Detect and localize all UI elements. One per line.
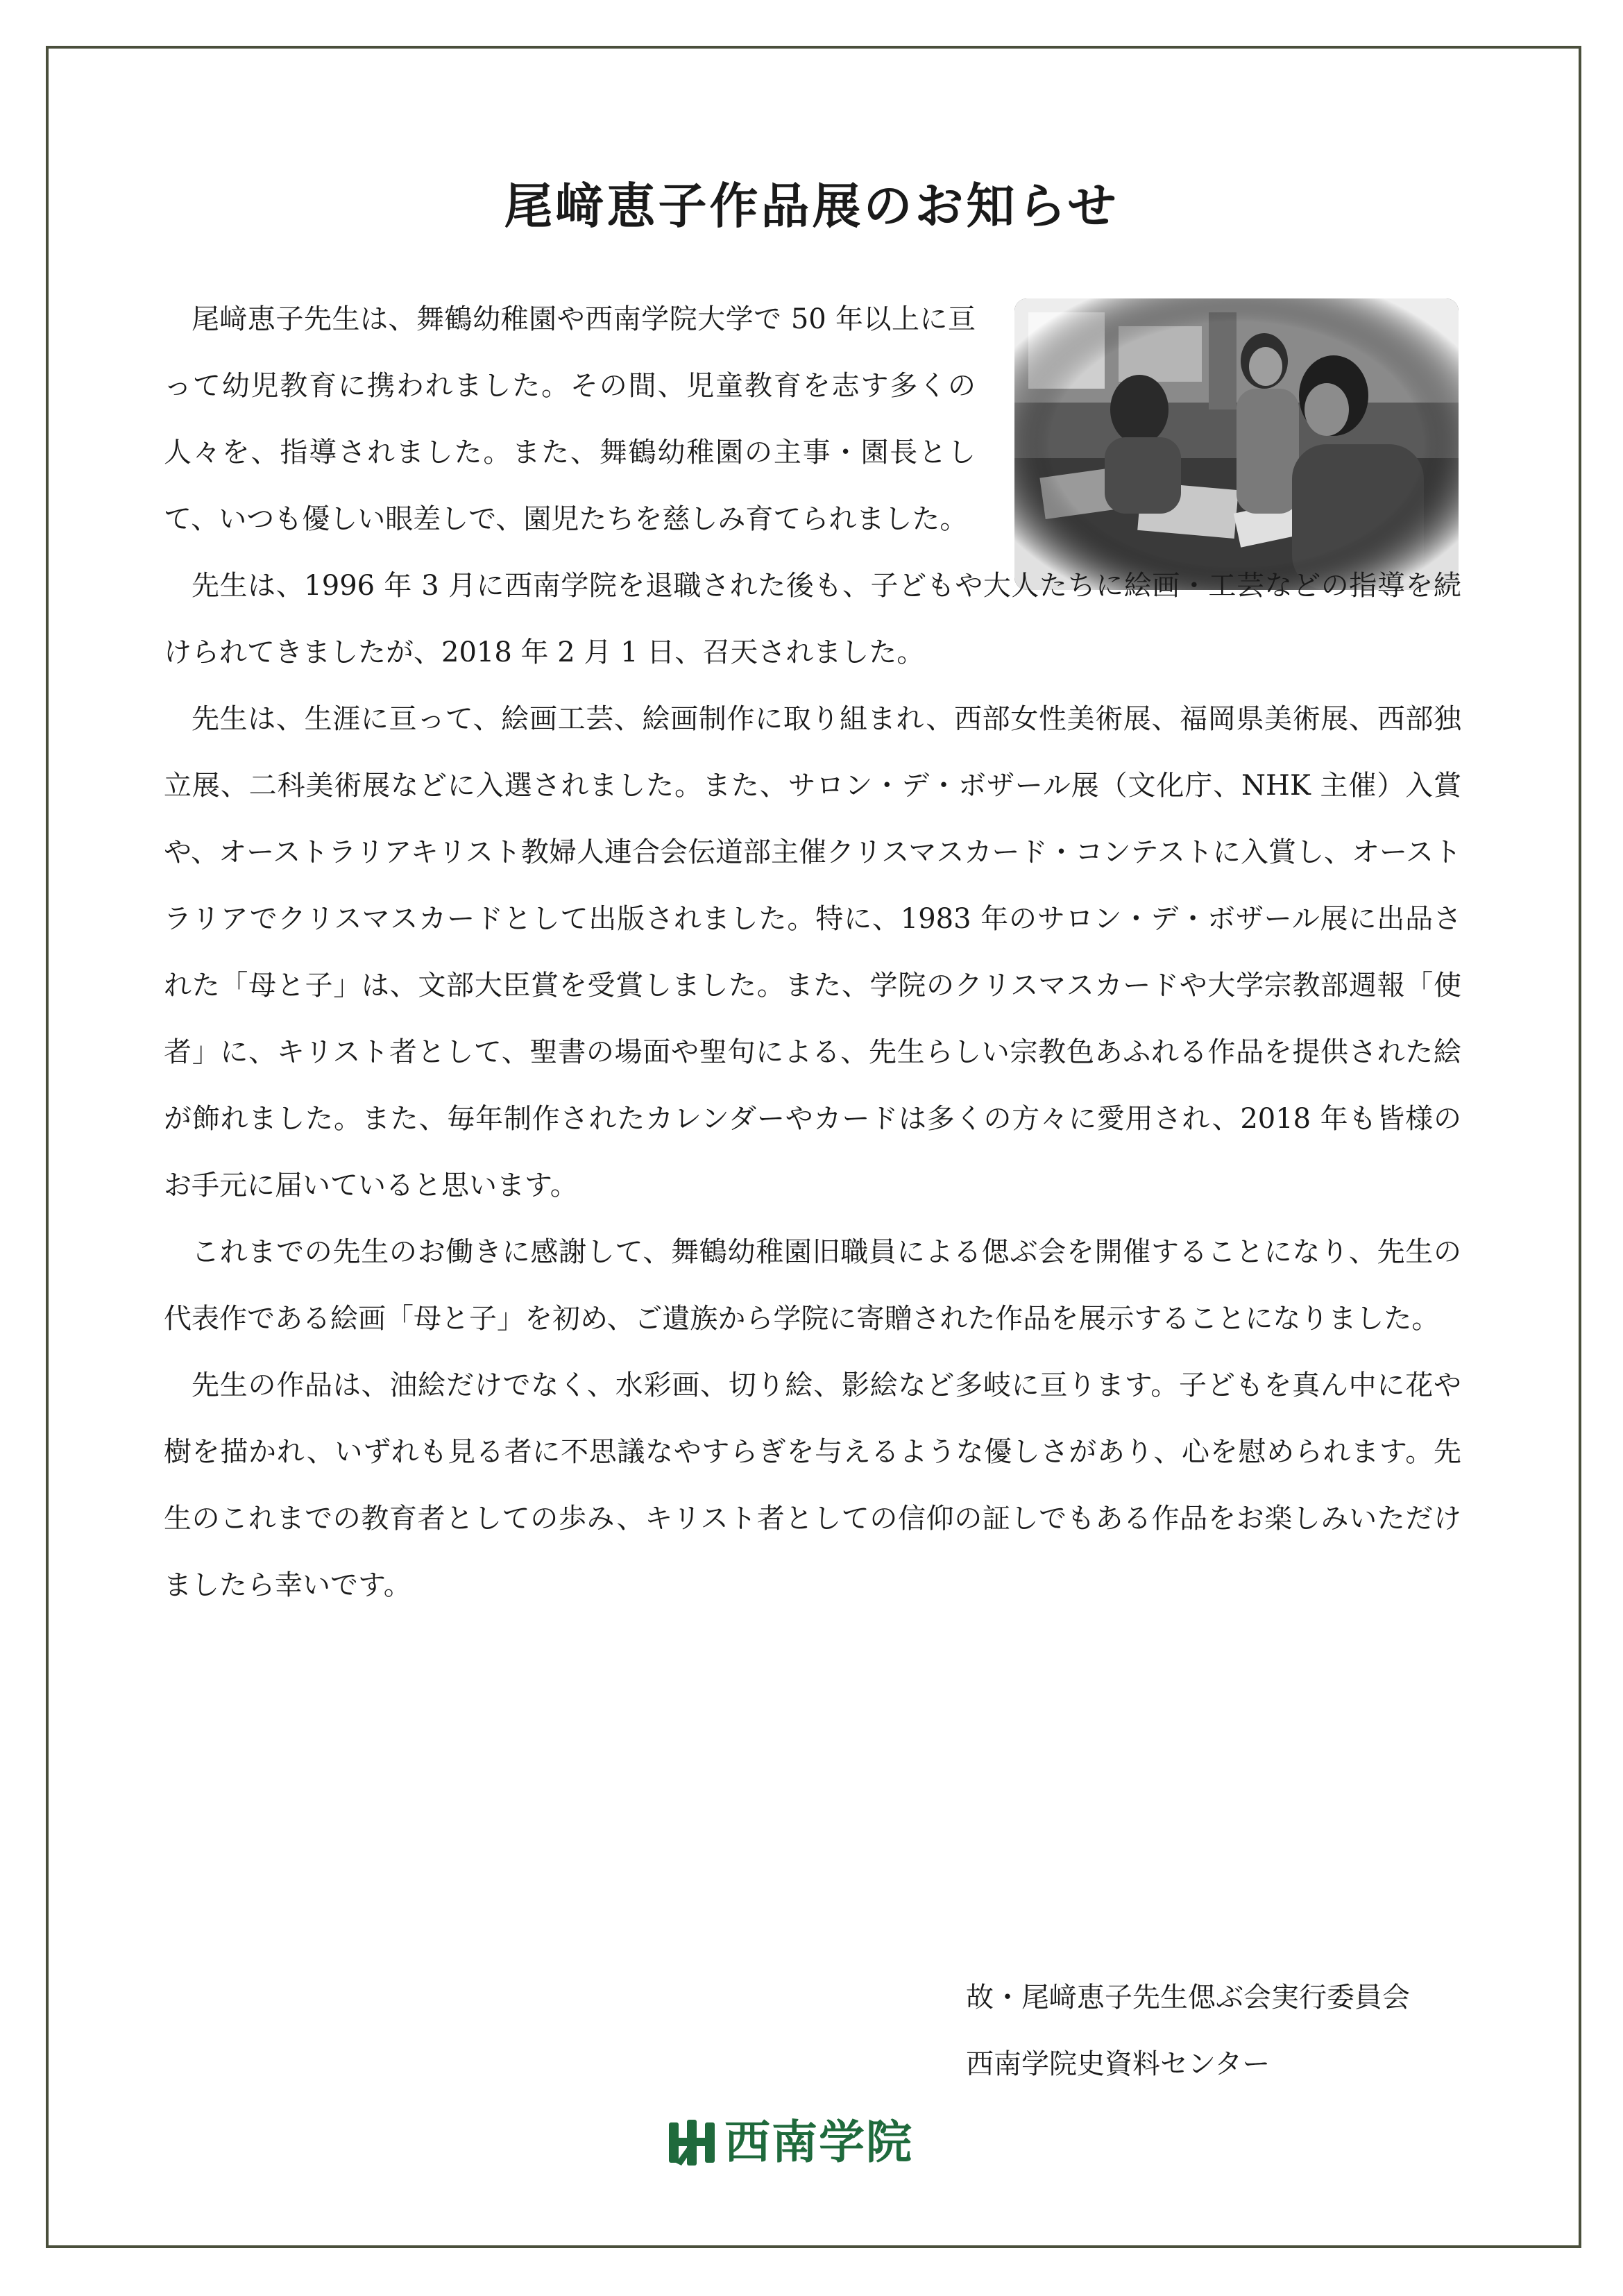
paragraph-retirement: 先生は、1996 年 3 月に西南学院を退職された後も、子どもや大人たちに絵画・工芸などの指導を続けられてきましたが、2018 年 2 月 1 日、召天されました。: [164, 570, 1461, 668]
notice-body: [164, 286, 1461, 1619]
paragraph-exhibition: これまでの先生のお働きに感謝して、舞鶴幼稚園旧職員による偲ぶ会を開催することになり、先生の代表作である絵画「母と子」を初め、ご遺族から学院に寄贈された作品を展示することになりました。: [164, 1236, 1461, 1335]
paragraph-awards: 先生は、生涯に亘って、絵画工芸、絵画制作に取り組まれ、西部女性美術展、福岡県美術展、西部独立展、二科美術展などに入選されました。また、サロン・デ・ボザール展（文化庁、NHK 主催）入賞や、オーストラリアキリスト教婦人連合会伝道部主催クリスマスカード・コンテストに入賞し、オーストラリアでクリスマスカードとして出版されました。特に、1983 年のサロン・デ・ボザール展に出品された「母と子」は、文部大臣賞を受賞しました。また、学院のクリスマスカードや大学宗教部週報「使者」に、キリスト者として、聖書の場面や聖句による、先生らしい宗教色あふれる作品を提供された絵が飾れました。また、毎年制作されたカレンダーやカードは多くの方々に愛用され、2018 年も皆様のお手元に届いていると思います。: [164, 703, 1461, 1201]
seinan-gakuin-logo: [666, 2117, 913, 2168]
signature-block: [966, 1964, 1410, 2097]
signature-center: 西南学院史資料センター: [966, 2048, 1271, 2080]
logo-text: 西南学院: [724, 2116, 913, 2169]
paragraph-intro: 尾﨑恵子先生は、舞鶴幼稚園や西南学院大学で 50 年以上に亘って幼児教育に携われました。その間、児童教育を志す多くの人々を、指導されました。また、舞鶴幼稚園の主事・園長として、いつも優しい眼差しで、園児たちを慈しみ育てられました。: [164, 303, 976, 535]
signature-committee: 故・尾﨑恵子先生偲ぶ会実行委員会: [966, 1982, 1410, 2014]
notice-title: 尾﨑恵子作品展のお知らせ: [504, 177, 1119, 235]
paragraph-works: 先生の作品は、油絵だけでなく、水彩画、切り絵、影絵など多岐に亘ります。子どもを真ん中に花や樹を描かれ、いずれも見る者に不思議なやすらぎを与えるような優しさがあり、心を慰められます。先生のこれまでの教育者としての歩み、キリスト者としての信仰の証しでもある作品をお楽しみいただけましたら幸いです。: [164, 1369, 1461, 1601]
school-emblem-icon: [666, 2117, 717, 2168]
